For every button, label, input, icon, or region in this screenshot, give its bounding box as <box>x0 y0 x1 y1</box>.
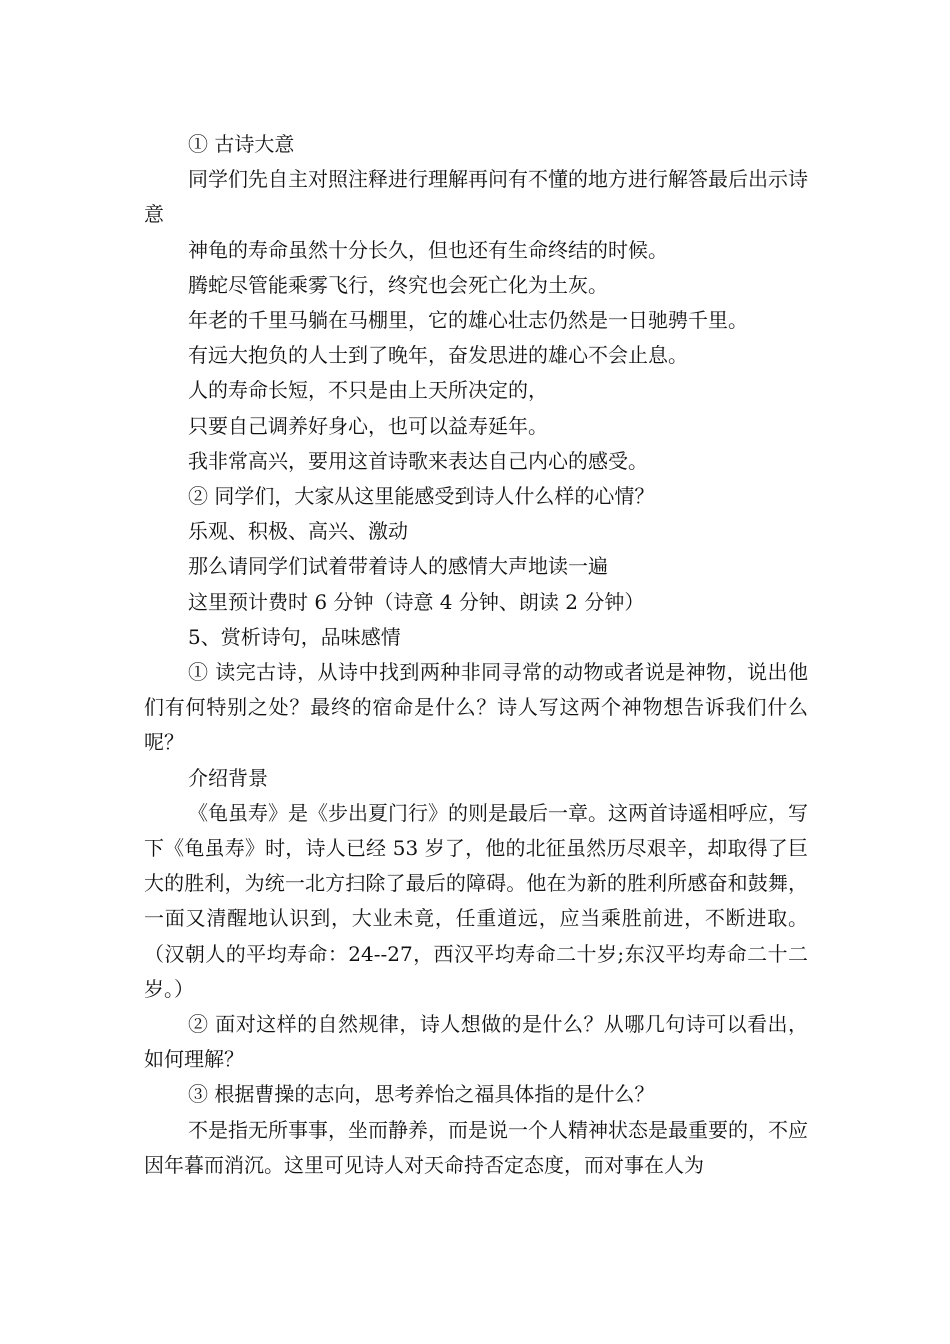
paragraph-read-aloud: 那么请同学们试着带着诗人的感情大声地读一遍 <box>188 554 608 579</box>
paragraph-translation-line-1: 神龟的寿命虽然十分长久，但也还有生命终结的时候。 <box>188 237 668 262</box>
paragraph-question-two-creatures: ① 读完古诗，从诗中找到两种非同寻常的动物或者说是神物，说出他们有何特别之处？最终的宿命是什么？诗人写这两个神物想告诉我们什么呢？ <box>144 660 808 755</box>
document-body <box>144 127 808 1183</box>
paragraph-translation-line-3: 年老的千里马躺在马棚里，它的雄心壮志仍然是一日驰骋千里。 <box>188 308 748 333</box>
paragraph-translation-line-2: 腾蛇尽管能乘雾飞行，终究也会死亡化为土灰。 <box>188 272 608 297</box>
paragraph-time-estimate: 这里预计费时 6 分钟（诗意 4 分钟、朗读 2 分钟） <box>188 589 645 614</box>
paragraph-background-text: 《龟虽寿》是《步出夏门行》的则是最后一章。这两首诗遥相呼应，写下《龟虽寿》时，诗人已经 53 岁了，他的北征虽然历尽艰辛，却取得了巨大的胜利，为统一北方扫除了最后的障碍。他在为新的胜利所感奋和鼓舞，一面又清醒地认识到，大业未竟，任重道远，应当乘胜前进，不断进取。（汉朝人的平均寿命：24--27，西汉平均寿命二十岁;东汉平均寿命二十二岁。） <box>144 800 808 1001</box>
paragraph-question-poet-mood: ② 同学们，大家从这里能感受到诗人什么样的心情？ <box>188 484 655 509</box>
paragraph-self-study-instruction: 同学们先自主对照注释进行理解再问有不懂的地方进行解答最后出示诗意 <box>144 167 808 227</box>
paragraph-answer-mood: 乐观、积极、高兴、激动 <box>188 519 408 544</box>
paragraph-translation-line-5: 人的寿命长短，不只是由上天所决定的， <box>188 378 548 403</box>
paragraph-ancient-poem-meaning-heading: ① 古诗大意 <box>188 132 295 156</box>
paragraph-translation-line-4: 有远大抱负的人士到了晚年，奋发思进的雄心不会止息。 <box>188 343 688 368</box>
paragraph-translation-line-7: 我非常高兴，要用这首诗歌来表达自己内心的感受。 <box>188 448 648 473</box>
section-heading-appreciate-lines: 5、赏析诗句，品味感情 <box>188 624 401 649</box>
paragraph-question-cao-cao-ambition: ③ 根据曹操的志向，思考养怡之福具体指的是什么？ <box>188 1082 655 1107</box>
paragraph-question-natural-law: ② 面对这样的自然规律，诗人想做的是什么？从哪几句诗可以看出，如何理解？ <box>144 1012 808 1072</box>
paragraph-background-heading: 介绍背景 <box>188 765 268 790</box>
paragraph-explanation: 不是指无所事事，坐而静养，而是说一个人精神状态是最重要的，不应因年暮而消沉。这里可见诗人对天命持否定态度，而对事在人为 <box>144 1117 808 1177</box>
paragraph-translation-line-6: 只要自己调养好身心，也可以益寿延年。 <box>188 413 548 438</box>
